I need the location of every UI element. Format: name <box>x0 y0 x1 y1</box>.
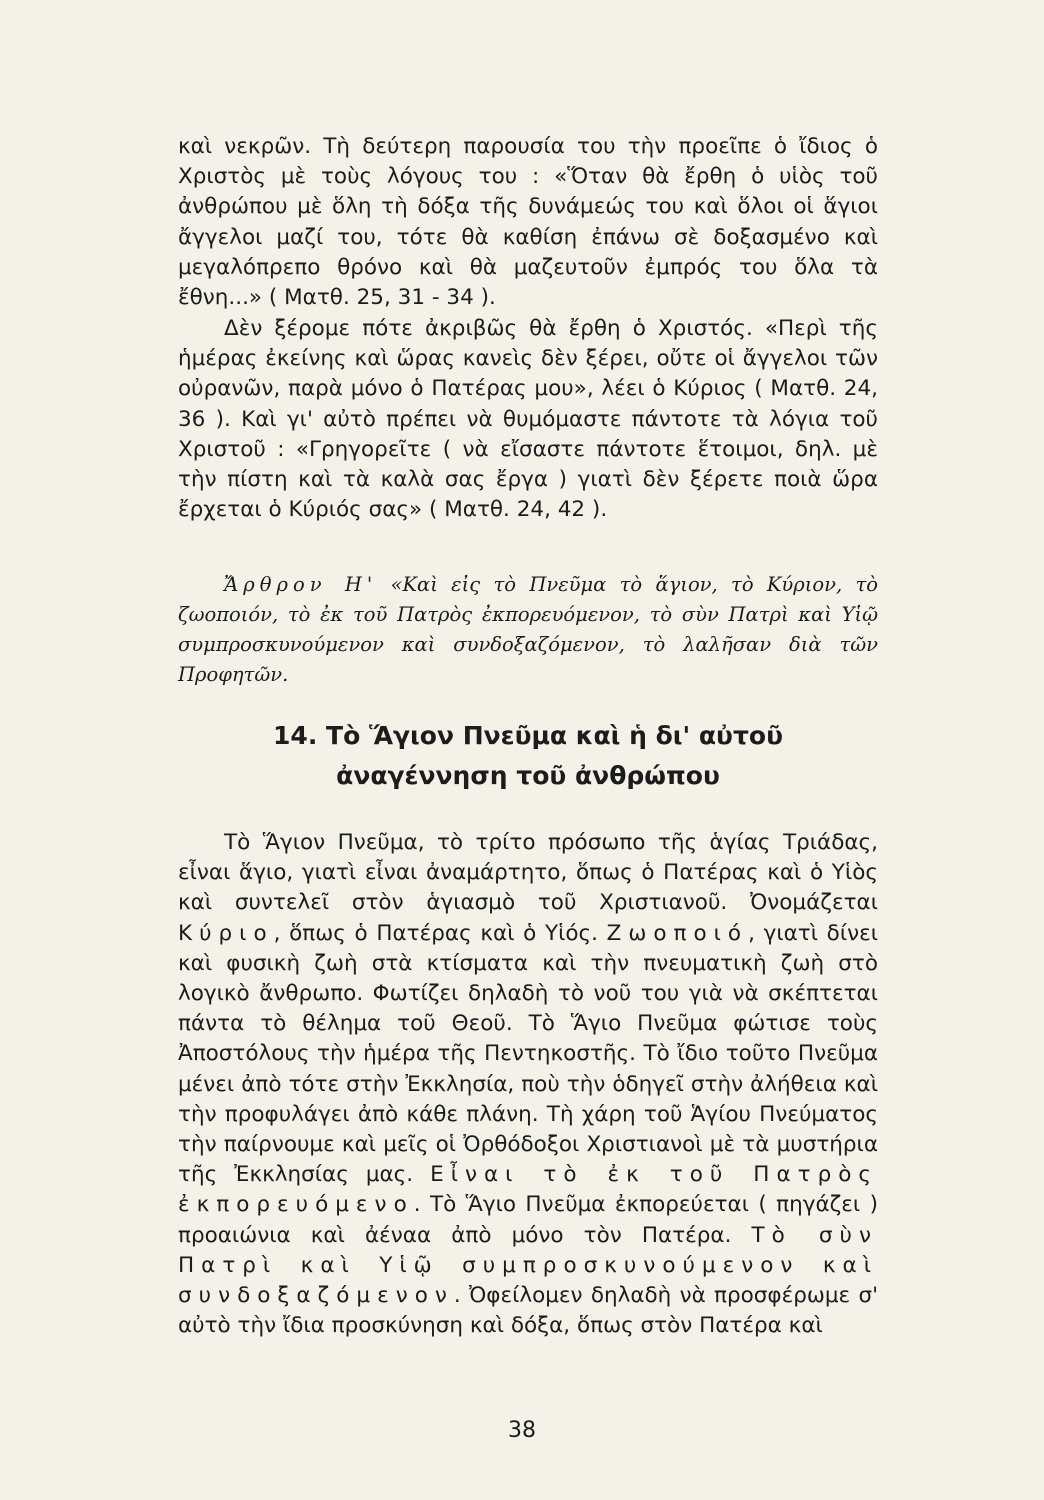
paragraph-unknown-hour: Δὲν ξέρομε πότε ἀκριβῶς θὰ ἔρθη ὁ Χριστός. «Περὶ τῆς ἡμέρας ἐκείνης καὶ ὥρας κανεὶς δὲν ξέρει, οὔτε οἱ ἄγγελοι τῶν οὐρανῶν, παρὰ μόνο ὁ Πατέρας μου», λέει ὁ Κύριος ( Ματθ. 24, 36 ). Καὶ γι' αὐτὸ πρέπει νὰ θυμόμαστε πάντοτε τὰ λόγια τοῦ Χριστοῦ : «Γρηγορεῖτε ( νὰ εἴσαστε πάντοτε ἕτοιμοι, δηλ. μὲ τὴν πίστη καὶ τὰ καλὰ σας ἔργα ) γιατὶ δὲν ξέρετε ποιὰ ὥρα ἔρχεται ὁ Κύριός σας» ( Ματθ. 24, 42 ). <box>178 316 878 523</box>
article-label: Ἄρθρον Η' <box>224 573 378 596</box>
spaced-term-symproskynoumenon: Τὸ σὺν Πατρὶ καὶ Υἱῷ συμπροσκυνούμενον καὶ συνδοξαζόμενον <box>178 1222 878 1309</box>
paragraph-second-coming: καὶ νεκρῶν. Τὴ δεύτερη παρουσία του τὴν προεῖπε ὁ ἴδιος ὁ Χριστὸς μὲ τοὺς λόγους του : «Ὅταν θὰ ἔρθη ὁ υἱὸς τοῦ ἀνθρώπου μὲ ὅλη τὴ δόξα τῆς δυνάμεώς του καὶ ὅλοι οἱ ἅγιοι ἄγγελοι μαζί του, τότε θὰ καθίση ἐπάνω σὲ δοξασμένο καὶ μεγαλόπρεπο θρόνο καὶ θὰ μαζευτοῦν ἐμπρός του ὅλα τὰ ἔθνη...» ( Ματθ. 25, 31 - 34 ). <box>178 134 878 311</box>
paragraph-holy-spirit <box>178 828 878 1341</box>
creed-article-quote <box>178 570 878 690</box>
text-run: . Τὸ Ἅγιο Πνεῦμα ἐκπορεύεται ( πηγάζει ) προαιώνια καὶ ἀέναα ἀπὸ μόνο τὸν Πατέρα. <box>178 1192 878 1248</box>
text-run: . Ὀφείλομεν δηλαδὴ νὰ προσφέρωμε σ' αὐτὸ τὴν ἴδια προσκύνηση καὶ δόξα, ὅπως στὸν Πατέρα καὶ <box>178 1283 878 1339</box>
text-run: Τὸ Ἅγιον Πνεῦμα, τὸ τρίτο πρόσωπο τῆς ἁγίας Τριάδας, εἶναι ἅγιο, γιατὶ εἶναι ἀναμάρτητο, ὅπως ὁ Πατέρας καὶ ὁ Υἱὸς καὶ συντελεῖ στὸν ἁγιασμὸ τοῦ Χριστιανοῦ. Ὀνομάζεται <box>178 830 878 916</box>
article-text: «Καὶ εἰς τὸ Πνεῦμα τὸ ἅγιον, τὸ Κύριον, τὸ ζωοποιόν, τὸ ἐκ τοῦ Πατρὸς ἐκπορευόμενον, τὸ σὺν Πατρὶ καὶ Υἱῷ συμπροσκυνούμενον καὶ συνδοξαζόμενον, τὸ λαλῆσαν διὰ τῶν Προφητῶν. <box>178 573 879 686</box>
spaced-term-zoopoio: Ζωοποιό <box>606 920 749 946</box>
page-number: 38 <box>508 1418 536 1443</box>
section-heading-line-2: ἀναγέννηση τοῦ ἀνθρώπου <box>336 761 720 790</box>
spaced-term-kyrio: Κύριο <box>178 920 274 946</box>
spaced-term-ekporevomeno: Εἶναι τὸ ἐκ τοῦ Πατρὸς ἐκπορευόμενο <box>178 1162 878 1218</box>
text-run: , γιατὶ δίνει καὶ φυσικὴ ζωὴ στὰ κτίσματα καὶ τὴν πνευματικὴ ζωὴ στὸ λογικὸ ἄνθρωπο. Φωτίζει δηλαδὴ τὸ νοῦ του γιὰ νὰ σκέπτεται πάντα τὸ θέλημα τοῦ Θεοῦ. Τὸ Ἅγιο Πνεῦμα φώτισε τοὺς Ἀποστόλους τὴν ἡμέρα τῆς Πεντηκοστῆς. Τὸ ἴδιο τοῦτο Πνεῦμα μένει ἀπὸ τότε στὴν Ἐκκλησία, ποὺ τὴν ὁδηγεῖ στὴν ἀλήθεια καὶ τὴν προφυλάγει ἀπὸ κάθε πλάνη. Τὴ χάρη τοῦ Ἁγίου Πνεύματος τὴν παίρνουμε καὶ μεῖς οἱ Ὀρθόδοξοι Χριστιανοὶ μὲ τὰ μυστήρια τῆς Ἐκκλησίας μας. <box>178 920 878 1188</box>
text-run: , ὅπως ὁ Πατέρας καὶ ὁ Υἱός. <box>273 920 607 946</box>
section-heading <box>178 716 878 796</box>
section-heading-line-1: 14. Τὸ Ἅγιον Πνεῦμα καὶ ἡ δι' αὐτοῦ <box>273 721 783 750</box>
